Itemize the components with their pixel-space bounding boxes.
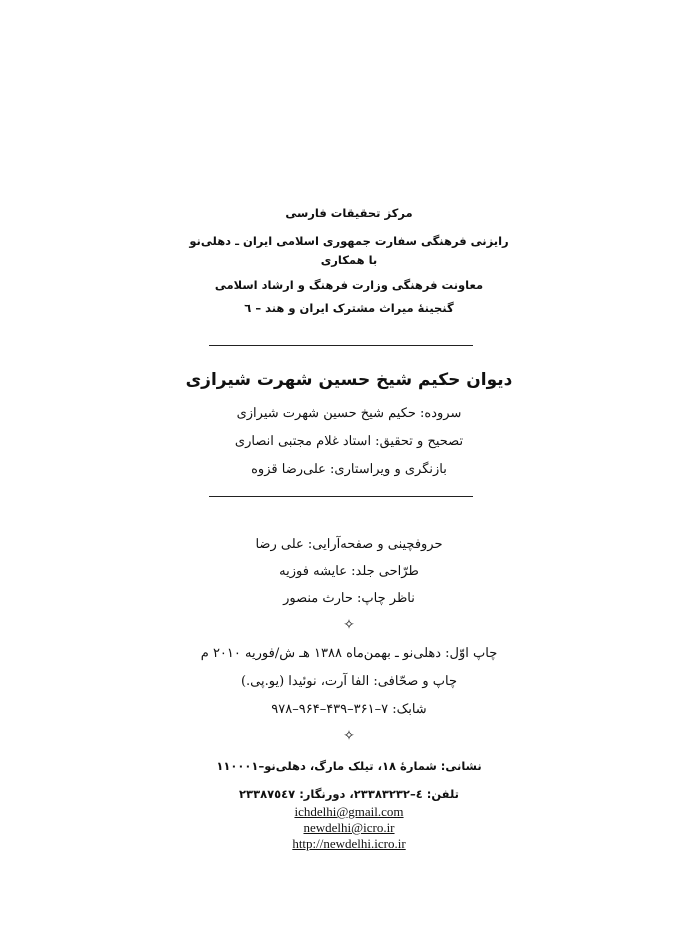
series-name: گنجینهٔ میراث مشترک ایران و هند – ٦ <box>244 301 454 315</box>
cooperation-label: با همکاری <box>320 253 378 267</box>
book-title: دیوان حکیم شیخ حسین شهرت شیرازی <box>185 370 513 390</box>
website-row <box>0 836 698 852</box>
publisher-ministry: معاونت فرهنگی وزارت فرهنگ و ارشاد اسلامی <box>214 278 484 292</box>
publisher-embassy: رایزنی فرهنگی سفارت جمهوری اسلامی ایران ـ دهلی‌نو <box>189 234 509 248</box>
divider-top <box>209 345 473 346</box>
phone-fax: تلفن: ٤–٢٣٣٨٣٢٣٢، دورنگار: ٢٣٣٨٧٥٤٧ <box>239 787 459 801</box>
reviewer-credit: بازنگری و ویراستاری: علی‌رضا قزوه <box>251 462 447 477</box>
cover-design-credit: طرّاحی جلد: عایشه فوزیه <box>279 564 419 579</box>
ornament-star-icon-2: ✧ <box>343 728 355 744</box>
editor-credit: تصحیح و تحقیق: استاد غلام مجتبی انصاری <box>234 434 464 449</box>
email-link-1[interactable]: ichdelhi@gmail.com <box>294 804 404 819</box>
email-1-row <box>0 804 698 820</box>
email-link-2[interactable]: newdelhi@icro.ir <box>303 820 395 835</box>
typesetting-credit: حروفچینی و صفحه‌آرایی: علی رضا <box>255 537 443 552</box>
address: نشانی: شمارهٔ ۱۸، تیلک مارگ، دهلی‌نو–۱۱۰۰۰۱ <box>216 759 482 773</box>
website-link[interactable]: http://newdelhi.icro.ir <box>292 836 406 851</box>
publisher-center: مرکز تحقیقات فارسی <box>285 206 413 220</box>
ornament-star-icon: ✧ <box>343 617 355 633</box>
divider-bottom <box>209 496 473 497</box>
print-supervisor-credit: ناظر چاپ: حارث منصور <box>283 591 415 606</box>
first-edition-info: چاپ اوّل: دهلی‌نو ـ بهمن‌ماه ۱۳۸۸ هـ ش/فوریه ۲۰۱۰ م <box>200 646 498 661</box>
printer-info: چاپ و صحّافی: الفا آرت، نوئیدا (یو.پی.) <box>240 674 458 689</box>
isbn: شابک: ۷–۳۶۱–۴۳۹–۹۶۴–۹۷۸ <box>271 702 427 717</box>
email-2-row <box>0 820 698 836</box>
poet-credit: سروده: حکیم شیخ حسین شهرت شیرازی <box>236 406 462 421</box>
